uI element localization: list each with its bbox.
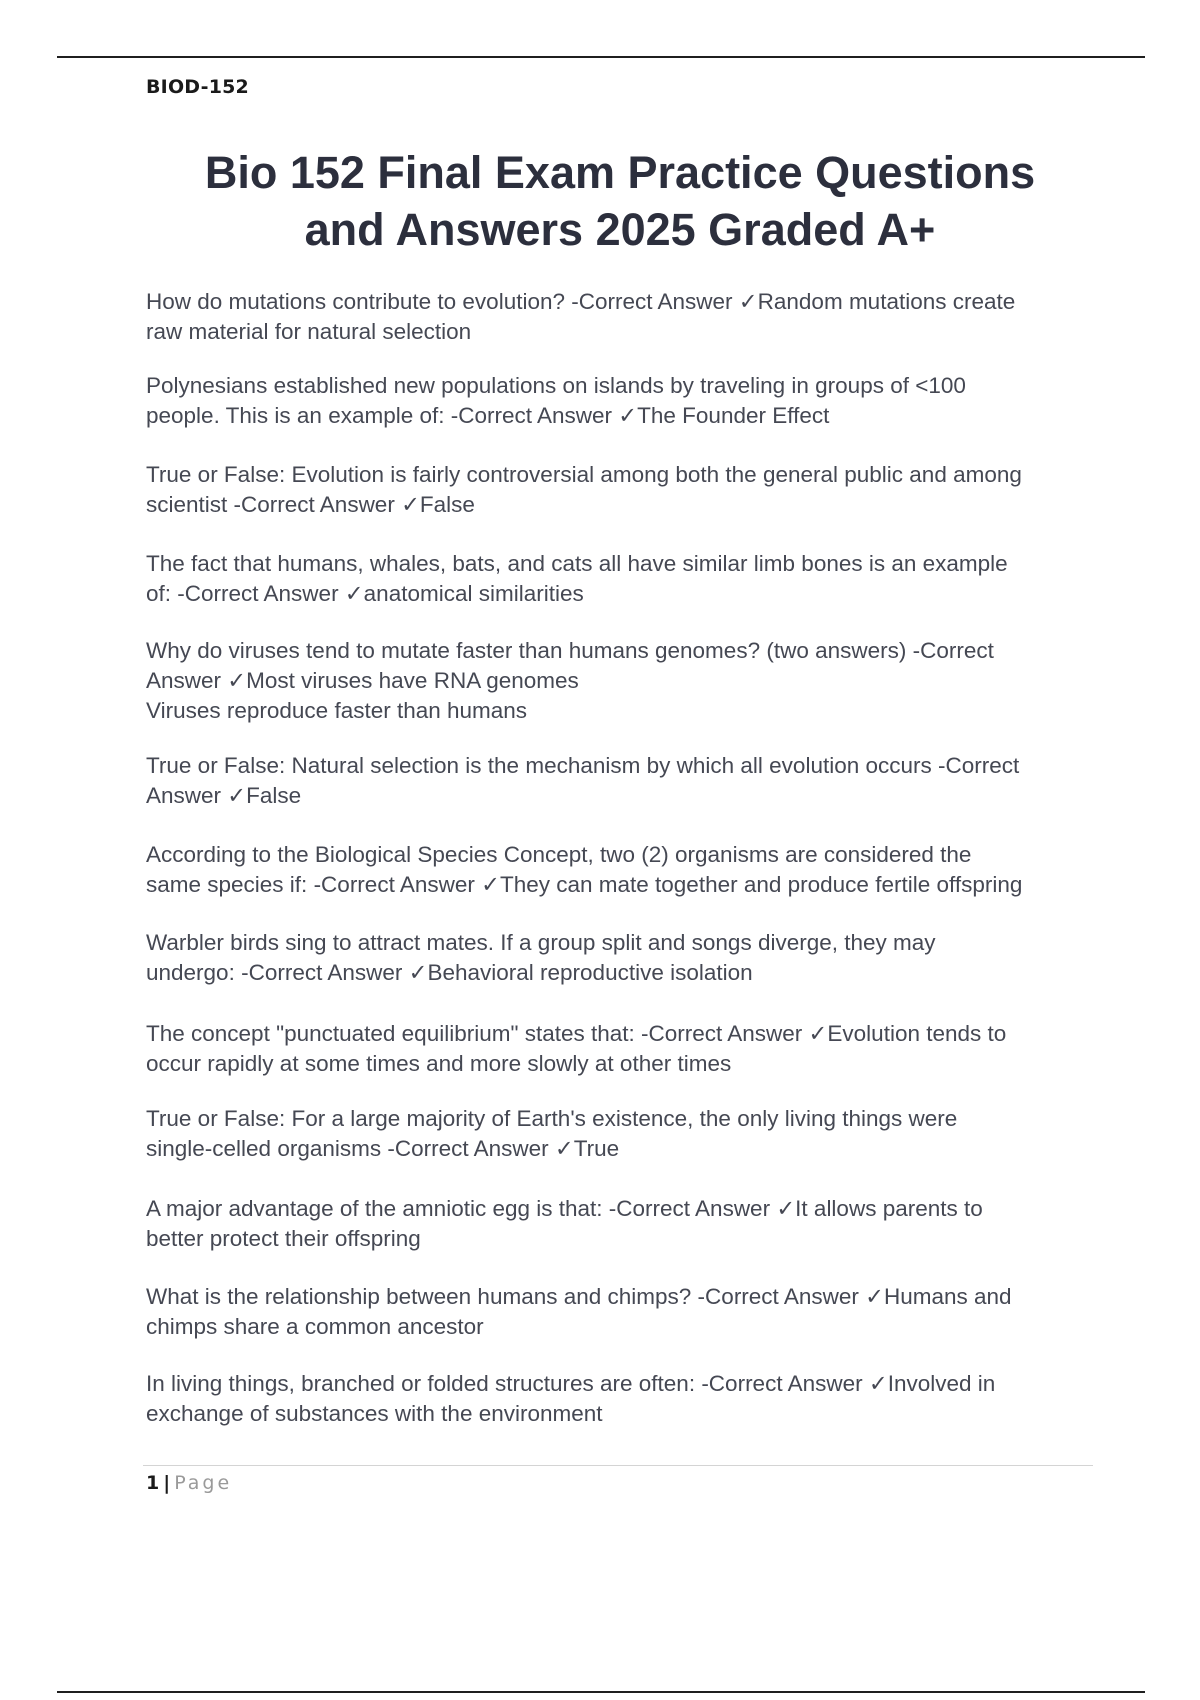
qa-item-5 [146,636,1106,726]
qa-line: True or False: Evolution is fairly controversial among both the general public and among [146,462,1022,487]
qa-item-12 [146,1282,1106,1342]
qa-line: Viruses reproduce faster than humans [146,698,528,723]
qa-line: How do mutations contribute to evolution? -Correct Answer ✓Random mutations create [146,289,1016,314]
qa-item-6 [146,751,1106,811]
qa-item-2 [146,371,1106,431]
page-word: Page [174,1472,233,1494]
qa-item-9 [146,1019,1106,1079]
qa-line: The fact that humans, whales, bats, and cats all have similar limb bones is an example [146,551,1008,576]
course-code-header: BIOD-152 [146,76,249,98]
qa-item-4 [146,549,1106,609]
qa-line: A major advantage of the amniotic egg is that: -Correct Answer ✓It allows parents to [146,1196,983,1221]
qa-item-8 [146,928,1106,988]
qa-line: of: -Correct Answer ✓anatomical similarities [146,581,584,606]
qa-item-7 [146,840,1106,900]
qa-item-3 [146,460,1106,520]
document-title [140,144,1100,258]
qa-line: Why do viruses tend to mutate faster than humans genomes? (two answers) -Correct [146,638,994,663]
qa-item-10 [146,1104,1106,1164]
qa-item-11 [146,1194,1106,1254]
qa-line: The concept "punctuated equilibrium" states that: -Correct Answer ✓Evolution tends to [146,1021,1007,1046]
qa-item-1 [146,287,1106,347]
qa-line: According to the Biological Species Concept, two (2) organisms are considered the [146,842,972,867]
qa-line: raw material for natural selection [146,319,472,344]
qa-line: scientist -Correct Answer ✓False [146,492,475,517]
qa-line: Answer ✓Most viruses have RNA genomes [146,668,579,693]
qa-line: chimps share a common ancestor [146,1314,484,1339]
qa-line: Warbler birds sing to attract mates. If a group split and songs diverge, they may [146,930,936,955]
qa-line: What is the relationship between humans and chimps? -Correct Answer ✓Humans and [146,1284,1012,1309]
top-rule [57,56,1145,58]
qa-line: In living things, branched or folded structures are often: -Correct Answer ✓Involved in [146,1371,996,1396]
title-line-1: Bio 152 Final Exam Practice Questions [204,147,1036,198]
qa-line: exchange of substances with the environment [146,1401,603,1426]
title-line-2: and Answers 2025 Graded A+ [304,204,936,255]
footer-separator: | [163,1472,171,1494]
qa-line: same species if: -Correct Answer ✓They can mate together and produce fertile offspring [146,872,1023,897]
qa-line: Answer ✓False [146,783,302,808]
qa-line: occur rapidly at some times and more slowly at other times [146,1051,732,1076]
page-footer [146,1472,232,1494]
qa-line: True or False: For a large majority of Earth's existence, the only living things were [146,1106,958,1131]
qa-line: True or False: Natural selection is the mechanism by which all evolution occurs -Correct [146,753,1020,778]
qa-line: Polynesians established new populations on islands by traveling in groups of <100 [146,373,966,398]
bottom-rule [57,1691,1145,1693]
qa-line: better protect their offspring [146,1226,421,1251]
footer-rule [143,1465,1093,1466]
page-number: 1 [146,1472,160,1494]
qa-line: people. This is an example of: -Correct Answer ✓The Founder Effect [146,403,830,428]
qa-item-13 [146,1369,1106,1429]
qa-line: single-celled organisms -Correct Answer ✓True [146,1136,620,1161]
qa-line: undergo: -Correct Answer ✓Behavioral reproductive isolation [146,960,753,985]
